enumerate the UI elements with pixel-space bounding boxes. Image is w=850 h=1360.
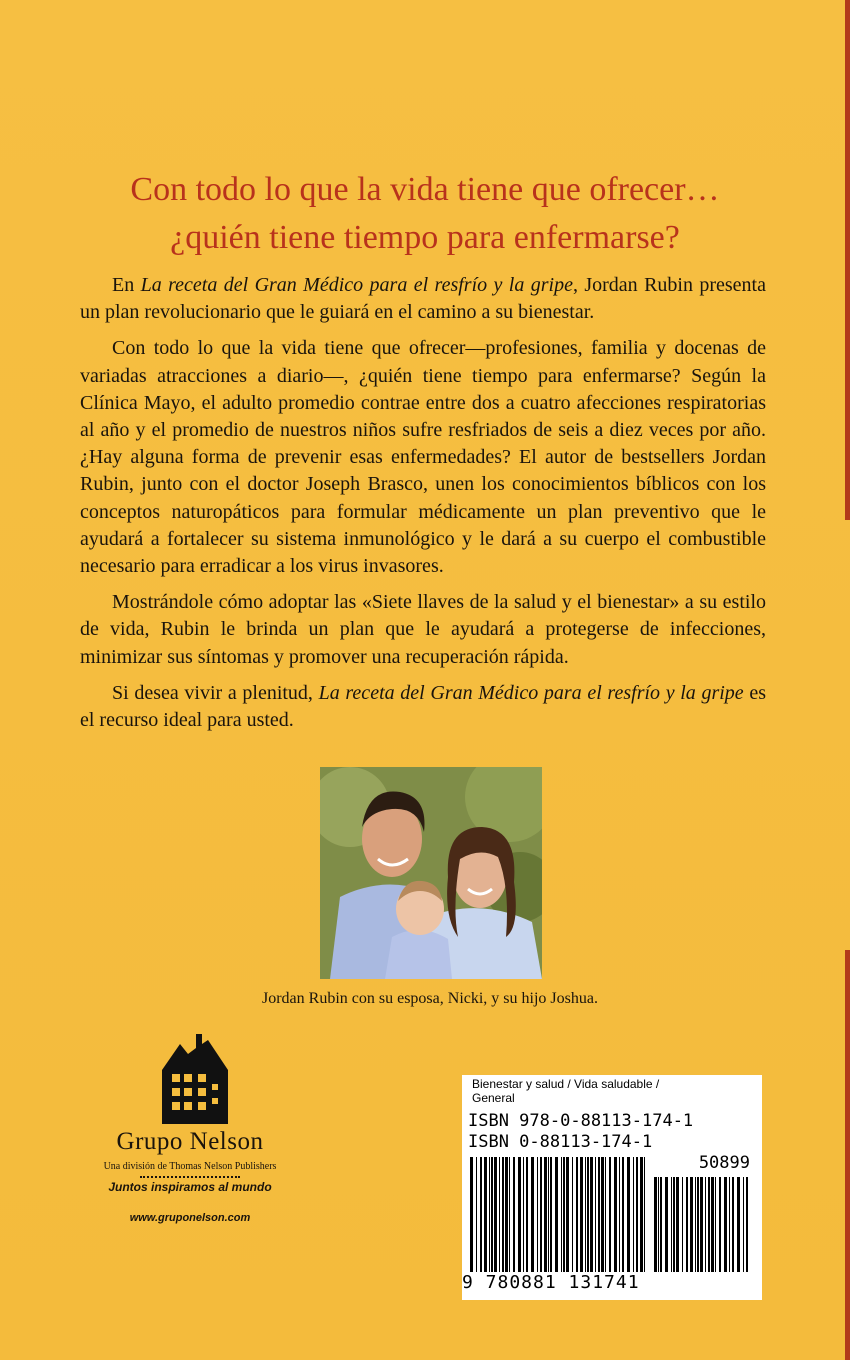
publisher-name: Grupo Nelson: [116, 1128, 264, 1155]
family-photo: [320, 767, 542, 979]
body-copy: [80, 272, 766, 743]
book-title: La receta del Gran Médico para el resfrío y la gripe: [318, 681, 744, 704]
book-title: La receta del Gran Médico para el resfrío y la gripe: [140, 274, 573, 296]
edge-stripe-bottom: [845, 950, 850, 1360]
paragraph-2: Con todo lo que la vida tiene que ofrecer—profesiones, familia y docenas de variadas atracciones a diario—, ¿quién tiene tiempo para enfermarse? Según la Clínica Mayo, el adulto promedio contrae entre dos a cuatro afecciones respiratorias al año y el promedio de nuestros niños sufre resfriados de seis a diez veces por año. ¿Hay alguna forma de prevenir esas enfermedades? El autor de bestsellers Jordan Rubin, junto con el doctor Joseph Brasco, unen los conocimientos bíblicos con los conceptos naturopáticos para formular médicamente un plan preventivo que le ayudará a fortalecer su sistema inmunológico y le dará a su cuerpo el combustible necesario para erradicar a los virus invasores.: [80, 337, 766, 578]
publisher-url: www.gruponelson.com: [129, 1212, 251, 1224]
paragraph-4: [80, 680, 766, 734]
paragraph-1-rest: , Jordan Rubin presenta un plan revolucionario que le guiará en el camino a su bienestar.: [80, 274, 766, 324]
publisher-logo-icon: [158, 1030, 232, 1126]
category-line-1: Bienestar y salud / Vida saludable /: [472, 1077, 660, 1091]
paragraph-3: Mostrándole cómo adoptar las «Siete llaves de la salud y el bienestar» a su estilo de vida, Rubin le brinda un plan que le ayudará a protegerse de infecciones, minimizar sus síntomas y promover una recuperación rápida.: [80, 591, 766, 668]
category-label: [472, 1077, 752, 1105]
paragraph-1-lead: En: [112, 274, 141, 296]
category-line-2: General: [472, 1091, 515, 1105]
edge-stripe-top: [845, 0, 850, 520]
family-photo-illustration: [320, 767, 542, 979]
publisher-block: [80, 1030, 320, 1230]
headline-line-2: ¿quién tiene tiempo para enfermarse?: [170, 219, 680, 256]
headline-line-1: Con todo lo que la vida tiene que ofrecer…: [130, 171, 720, 208]
paragraph-4-rest: es el recurso ideal para usted.: [80, 681, 766, 732]
isbn-10: ISBN 0-88113-174-1: [468, 1132, 653, 1152]
publisher-division: Una división de Thomas Nelson Publishers: [103, 1161, 277, 1172]
isbn-13: ISBN 978-0-88113-174-1: [468, 1111, 694, 1131]
photo-caption: Jordan Rubin con su esposa, Nicki, y su hijo Joshua.: [262, 990, 598, 1007]
paragraph-4-lead: Si desea vivir a plenitud,: [112, 681, 319, 704]
paragraph-1: [80, 272, 766, 326]
price-code: 50899: [698, 1153, 750, 1173]
ean-digits: 9 780881 131741: [462, 1272, 640, 1293]
addon-barcode: [652, 1177, 750, 1272]
publisher-slogan: Juntos inspiramos al mundo: [108, 1180, 272, 1194]
headline: [80, 166, 770, 262]
barcode-panel: [462, 1075, 762, 1300]
ean-barcode: [468, 1157, 648, 1272]
